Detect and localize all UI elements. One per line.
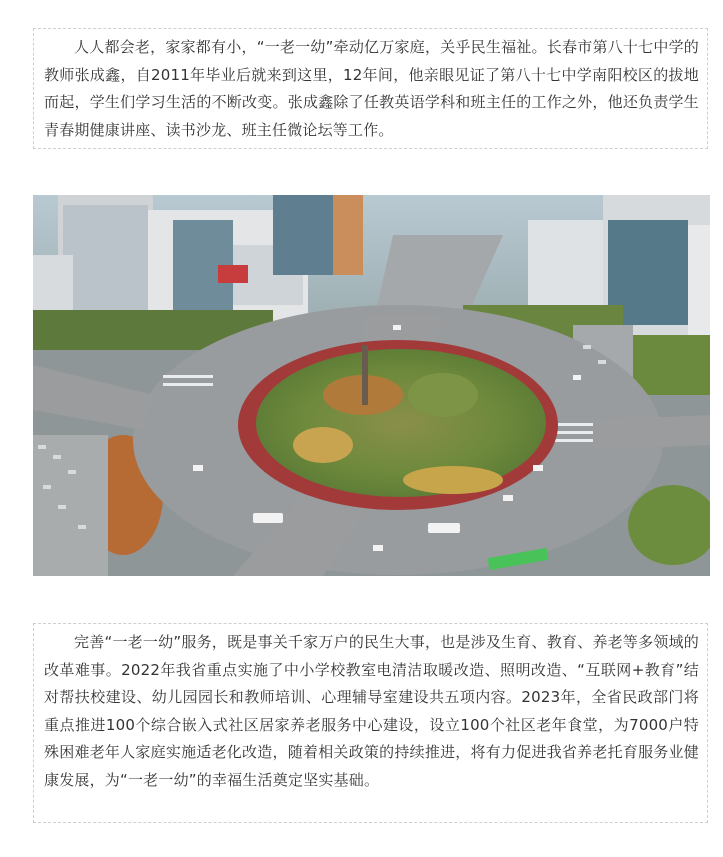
policy-text-box [33,623,708,823]
intro-paragraph: 人人都会老，家家都有小，“一老一幼”牵动亿万家庭，关乎民生福祉。长春市第八十七中学的教师张成鑫，自2011年毕业后就来到这里，12年间，他亲眼见证了第八十七中学南阳校区的拔地而起，学生们学习生活的不断改变。张成鑫除了任教英语学科和班主任的工作之外，他还负责学生青春期健康讲座、读书沙龙、班主任微论坛等工作。 [44,38,699,139]
policy-paragraph: 完善“一老一幼”服务，既是事关千家万户的民生大事，也是涉及生育、教育、养老等多领域的改革难事。2022年我省重点实施了中小学校教室电清洁取暖改造、照明改造、“互联网+教育”结对帮扶校建设、幼儿园园长和教师培训、心理辅导室建设共五项内容。2023年，全省民政部门将重点推进100个综合嵌入式社区居家养老服务中心建设，设立100个社区老年食堂，为7000户特殊困难老年人家庭实施适老化改造，随着相关政策的持续推进，将有力促进我省养老托育服务业健康发展，为“一老一幼”的幸福生活奠定坚实基础。 [44,633,699,789]
roundabout-aerial-photo [33,195,710,576]
intro-text-box [33,28,708,149]
